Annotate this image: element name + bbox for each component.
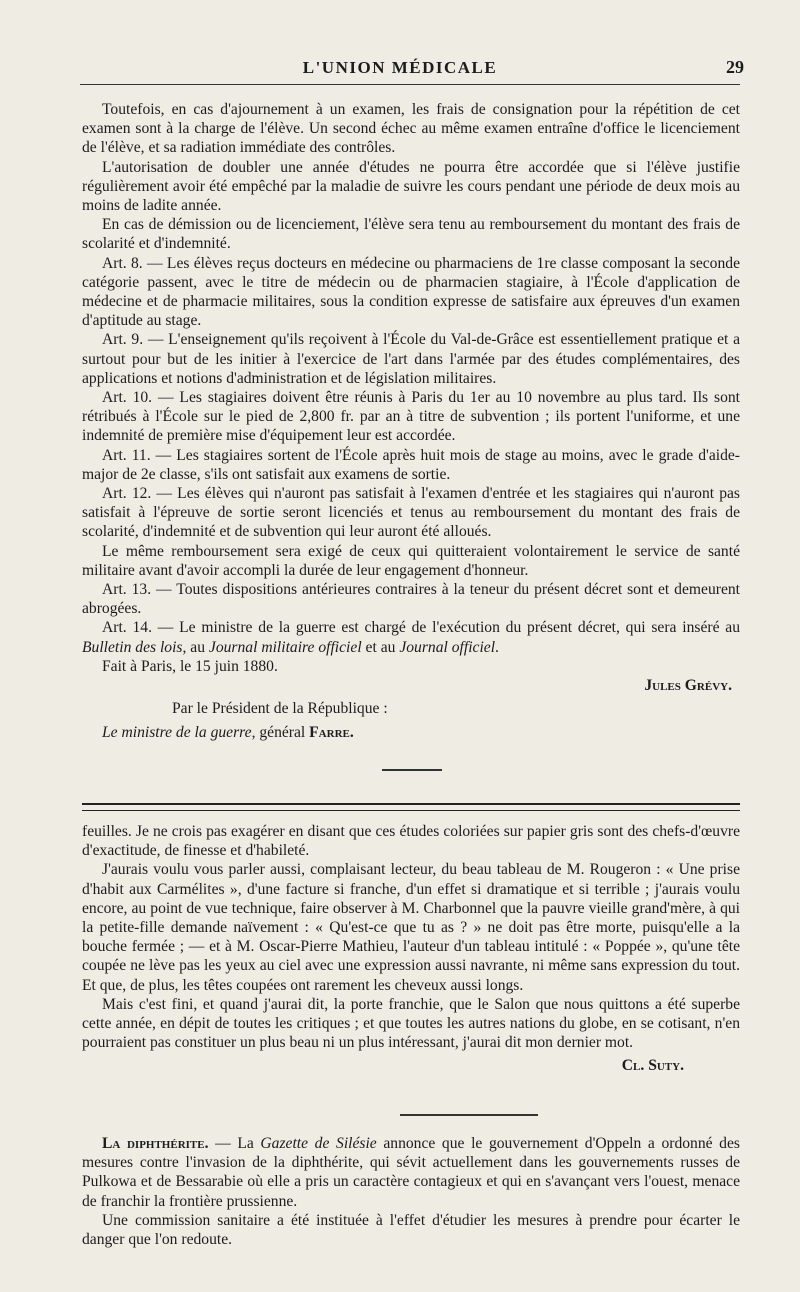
diphtherie-text: — La	[208, 1135, 261, 1152]
feuilleton-paragraph: feuilles. Je ne crois pas exagérer en disant que ces études coloriées sur papier gris sont des chefs-d'œuvre d'exactitude, de finesse et d'habileté.	[82, 823, 740, 860]
bulletin-title: Bulletin des lois	[82, 638, 183, 656]
diphtherie-paragraph: Une commission sanitaire a été instituée à l'effet d'étudier les mesures à prendre pour écarter le danger que l'on redoute.	[82, 1211, 740, 1249]
article-14-text: Art. 14. — Le ministre de la guerre est chargé de l'exécution du présent décret, qui sera inséré au	[102, 619, 740, 637]
diphtherie-block	[82, 1134, 740, 1249]
ministre-name: Farre.	[309, 723, 354, 741]
signature-suty	[82, 1056, 684, 1075]
ministre-label: Le ministre de la guerre	[102, 723, 252, 741]
decree-paragraph: Le même remboursement sera exigé de ceux qui quitteraient volontairement le service de santé militaire avant d'avoir accompli la durée de leur engagement d'honneur.	[82, 542, 740, 579]
signature-grevy	[82, 676, 732, 695]
diphtherie-text: annonce que le gouvernement d'Oppeln a ordonné des mesures contre l'invasion de la diphthérite, qui sévit actuellement dans les gouvernements russes de Pulkowa et de Bessarabie où elle a pris un caractère contagieux et qui en s'avançant vers l'ouest, menace de franchir la frontière prussienne.	[82, 1135, 740, 1210]
article-10: Art. 10. — Les stagiaires doivent être réunis à Paris du 1er au 10 novembre au plus tard. Ils sont rétribués à l'École sur le pied de 2,800 fr. par an à titre de subvention ; ils portent l'uniforme, et une indemnité de première mise d'équipement leur est accordée.	[82, 389, 740, 445]
diphtherie-heading: La diphthérite.	[102, 1135, 209, 1152]
diphtherie-paragraph	[82, 1134, 740, 1211]
page-number: 29	[726, 57, 744, 77]
article-14-text: , au	[182, 638, 209, 656]
feuilleton-paragraph: Mais c'est fini, et quand j'aurai dit, la porte franchie, que le Salon que nous quittons a été superbe cette année, en dépit de toutes les critiques ; et que toutes les autres nations du globe, en se cotisant, n'en pourraient pas constituer un plus beau ni un plus intéressant, j'aurai dit mon dernier mot.	[82, 995, 740, 1052]
decree-block	[82, 100, 740, 742]
par-le-president: Par le Président de la République :	[172, 700, 388, 718]
decree-paragraph: Toutefois, en cas d'ajournement à un examen, les frais de consignation pour la répétition de cet examen sont à la charge de l'élève. Un second échec au même examen entraîne d'office le licenciement de l'élève, et sa radiation immédiate des contrôles.	[82, 101, 740, 157]
feuilleton-block	[82, 822, 740, 1076]
feuilleton-rule-bottom	[82, 810, 740, 811]
article-14-text: et au	[361, 638, 400, 656]
gazette-title: Gazette de Silésie	[260, 1135, 377, 1152]
journal-militaire-title: Journal militaire officiel	[208, 638, 362, 656]
article-13: Art. 13. — Toutes dispositions antérieures contraires à la teneur du présent décret sont et demeurent abrogées.	[82, 581, 740, 618]
article-8: Art. 8. — Les élèves reçus docteurs en médecine ou pharmaciens de 1re classe composant la seconde catégorie passent, avec le titre de médecin ou de pharmacien stagiaire, à l'École d'application de médecine et de pharmacie militaires, sous la condition expresse de satisfaire aux épreuves d'un examen d'aptitude au stage.	[82, 254, 740, 330]
feuilleton-paragraph: J'aurais voulu vous parler aussi, complaisant lecteur, du beau tableau de M. Rougeron : « Une prise d'habit aux Carmélites », d'une facture si franche, d'un effet si dramatique et si terrible ; j'aurais voulu encore, au point de vue technique, faire observer à M. Charbonnel que la pauvre vieille grand'mère, à qui la petite-fille demande naïvement : « Qu'est-ce que tu as ? » ne doit pas être morte, puisqu'elle a la bouche fermée ; — et à M. Oscar-Pierre Mathieu, l'auteur d'un tableau intitulé : « Poppée », qu'une tête coupée ne lève pas les yeux au ciel avec une expression aussi navrante, ni même sans expression du tout. Et que, de plus, les têtes coupées ont rarement les cheveux aussi longs.	[82, 861, 740, 994]
article-14-text: .	[495, 638, 499, 656]
signature-suty-text: Cl. Suty.	[621, 1057, 684, 1075]
feuilleton-rule-top	[82, 803, 740, 805]
signature-grevy-text: Jules Grévy.	[644, 677, 732, 695]
article-12: Art. 12. — Les élèves qui n'auront pas satisfait à l'examen d'entrée et les stagiaires qui n'auront pas satisfait à l'épreuve de sortie seront licenciés et tenus au remboursement du montant des frais de scolarité, d'indemnité et de subvention qui leur auront été alloués.	[82, 485, 740, 541]
ministre-rest: , général	[251, 723, 310, 741]
article-9: Art. 9. — L'enseignement qu'ils reçoivent à l'École du Val-de-Grâce est essentiellement pratique et a surtout pour but de les initier à l'exercice de l'art dans l'armée par des études complémentaires, des applications et notions d'administration et de législation militaires.	[82, 331, 740, 387]
decree-paragraph: En cas de démission ou de licenciement, l'élève sera tenu au remboursement du montant des frais de scolarité et d'indemnité.	[82, 216, 740, 253]
article-11: Art. 11. — Les stagiaires sortent de l'École après huit mois de stage au moins, avec le grade d'aide-major de 2e classe, s'ils ont satisfait aux examens de sortie.	[82, 446, 740, 483]
article-14	[82, 618, 740, 656]
section-divider	[400, 1114, 538, 1116]
ministre-line	[82, 723, 740, 742]
date-line: Fait à Paris, le 15 juin 1880.	[102, 657, 278, 675]
journal-officiel-title: Journal officiel	[399, 638, 496, 656]
decree-paragraph: L'autorisation de doubler une année d'études ne pourra être accordée que si l'élève justifie régulièrement avoir été empêché par la maladie de suivre les cours pendant une période de deux mois au moins de ladite année.	[82, 158, 740, 215]
section-divider	[382, 769, 442, 771]
running-header-title: L'UNION MÉDICALE	[302, 58, 498, 77]
header-rule	[80, 84, 740, 85]
